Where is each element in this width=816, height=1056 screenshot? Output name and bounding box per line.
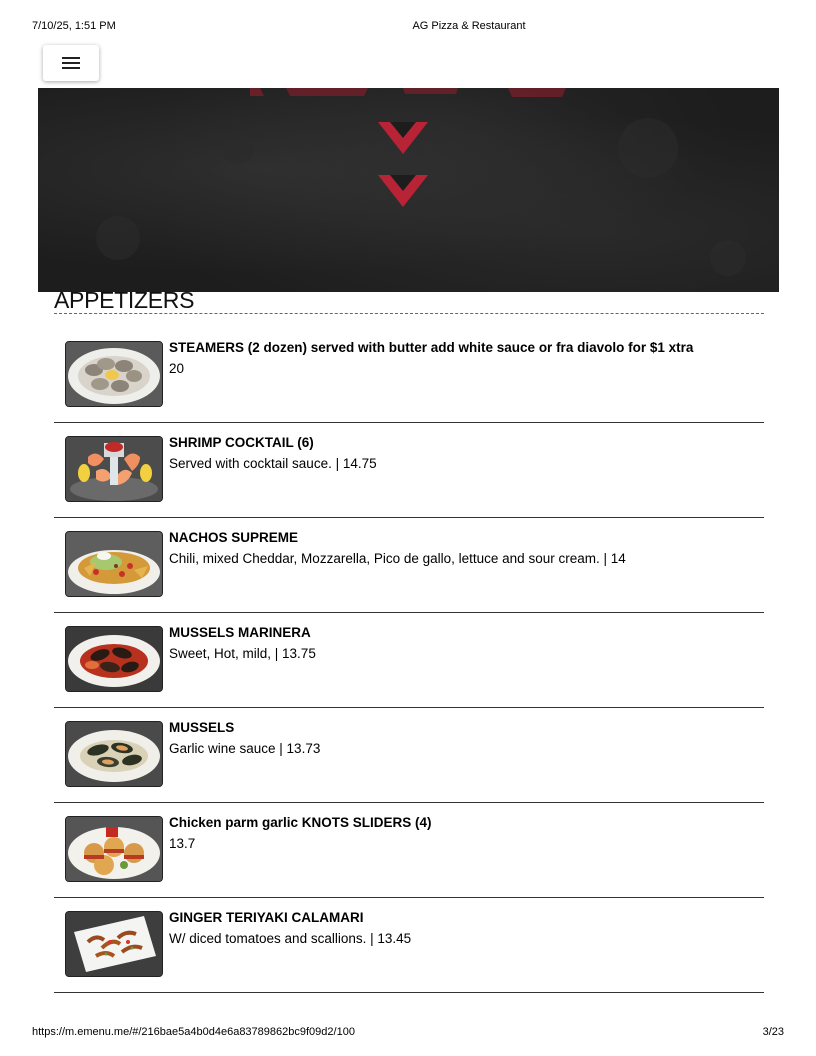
print-page-number: 3/23: [762, 1026, 784, 1038]
menu-item-name: Chicken parm garlic KNOTS SLIDERS (4): [169, 815, 432, 830]
menu-item-description: 20: [169, 361, 185, 376]
menu-item-mussels[interactable]: [54, 708, 764, 803]
steamers-photo: [65, 341, 163, 407]
menu-item-steamers[interactable]: [54, 328, 764, 423]
mussels-photo: [65, 721, 163, 787]
print-header: [0, 20, 816, 34]
menu-item-list: [54, 328, 764, 993]
menu-item-nachos-supreme[interactable]: [54, 518, 764, 613]
hamburger-menu-button[interactable]: [43, 45, 99, 81]
menu-item-shrimp-cocktail[interactable]: [54, 423, 764, 518]
menu-item-name: MUSSELS: [169, 720, 235, 735]
nachos-photo: [65, 531, 163, 597]
menu-item-name: SHRIMP COCKTAIL (6): [169, 435, 314, 450]
section-title-appetizers: APPETIZERS: [54, 287, 764, 314]
menu-item-name: STEAMERS (2 dozen) served with butter add white sauce or fra diavolo for $1 xtra: [169, 340, 694, 355]
menu-item-mussels-marinera[interactable]: [54, 613, 764, 708]
menu-item-name: NACHOS SUPREME: [169, 530, 299, 545]
print-footer: [0, 1026, 816, 1040]
menu-item-description: Garlic wine sauce | 13.73: [169, 741, 321, 756]
sliders-photo: [65, 816, 163, 882]
print-url: https://m.emenu.me/#/216bae5a4b0d4e6a83789862bc9f09d2/100: [32, 1026, 355, 1038]
menu-item-description: W/ diced tomatoes and scallions. | 13.45: [169, 931, 412, 946]
menu-item-name: GINGER TERIYAKI CALAMARI: [169, 910, 364, 925]
shrimp-cocktail-photo: [65, 436, 163, 502]
menu-item-description: Chili, mixed Cheddar, Mozzarella, Pico de gallo, lettuce and sour cream. | 14: [169, 551, 626, 566]
print-datetime: 7/10/25, 1:51 PM: [32, 20, 116, 32]
mussels-marinera-photo: [65, 626, 163, 692]
chevron-down-icon: [38, 88, 779, 292]
menu-item-ginger-teriyaki-calamari[interactable]: [54, 898, 764, 993]
calamari-photo: [65, 911, 163, 977]
menu-item-name: MUSSELS MARINERA: [169, 625, 311, 640]
menu-item-description: Sweet, Hot, mild, | 13.75: [169, 646, 316, 661]
menu-item-chicken-parm-sliders[interactable]: [54, 803, 764, 898]
hero-banner-image: [38, 88, 779, 292]
menu-item-description: Served with cocktail sauce. | 14.75: [169, 456, 377, 471]
menu-item-description: 13.7: [169, 836, 196, 851]
print-page-title: AG Pizza & Restaurant: [412, 20, 526, 32]
